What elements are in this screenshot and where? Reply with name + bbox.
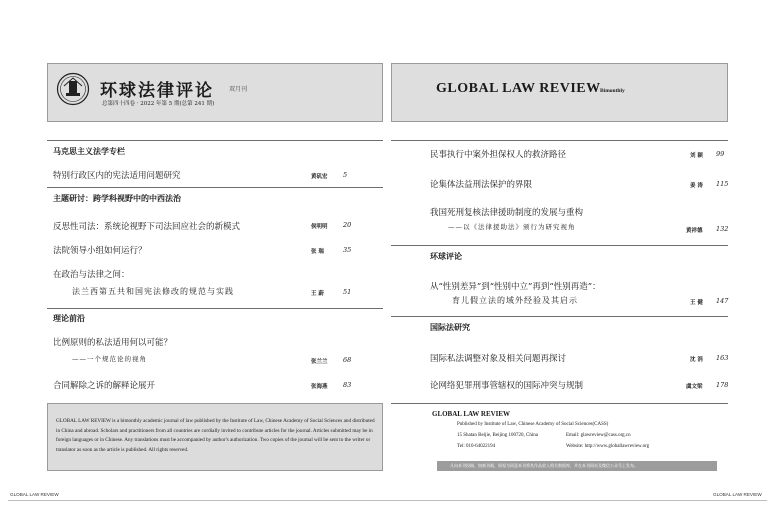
toc-page: 35: [343, 246, 352, 254]
left-rule: [47, 187, 383, 188]
address: 15 Shatan Beijie, Beijing 100720, China: [457, 433, 538, 438]
toc-page: 115: [716, 180, 729, 188]
notice-text: 凡向本刊投稿，如被刊载，即视为同意本刊将其作品收入相关数据库，并在本刊网站及微信公众号上发布。: [450, 463, 638, 468]
toc-page: 132: [716, 225, 729, 233]
toc-title[interactable]: 在政治与法律之间：: [53, 270, 130, 280]
email[interactable]: Email: glawreview@cass.org.cn: [566, 433, 631, 438]
toc-title[interactable]: 反思性司法：系统论视野下司法回应社会的新模式: [53, 222, 241, 232]
toc-page: 83: [343, 381, 352, 389]
right-running-footer: GLOBAL LAW REVIEW: [713, 492, 762, 497]
toc-title[interactable]: 我国死刑复核法律援助制度的发展与重构: [430, 208, 584, 218]
right-rule-bottom: [391, 403, 728, 404]
section-heading: 国际法研究: [430, 323, 470, 332]
section-heading: 理论前沿: [53, 314, 85, 323]
toc-author: 王 健: [690, 300, 703, 306]
published-by: Published by Institute of Law, Chinese Academy of Social Sciences(CASS): [457, 422, 609, 427]
toc-author: 张兰兰: [311, 359, 328, 365]
telephone: Tel: 010-64022194: [457, 444, 496, 449]
toc-author: 侯明明: [311, 224, 328, 230]
toc-author: 张海燕: [311, 384, 328, 390]
right-rule-top: [391, 140, 728, 141]
toc-title[interactable]: 特别行政区内的宪法适用问题研究: [53, 171, 181, 181]
left-rule: [47, 308, 383, 309]
toc-page: 99: [716, 150, 725, 158]
publisher-title: GLOBAL LAW REVIEW: [432, 410, 511, 418]
website-link[interactable]: Website: http://www.globallawreview.org: [566, 444, 650, 449]
left-header-panel: [47, 63, 383, 122]
toc-page: 51: [343, 288, 352, 296]
right-rule: [391, 245, 728, 246]
toc-author: 黄祥德: [686, 228, 703, 234]
toc-subtitle: 法兰西第五共和国宪法修改的规范与实践: [72, 287, 234, 296]
section-heading: 主题研讨：跨学科视野中的中西法治: [53, 194, 181, 203]
left-running-footer: GLOBAL LAW REVIEW: [10, 492, 59, 497]
toc-page: 68: [343, 356, 352, 364]
frequency-en: Bimonthly: [600, 88, 625, 94]
toc-subtitle: 育儿假立法的域外经验及其启示: [452, 296, 578, 305]
toc-title[interactable]: 从“性别差异”到“性别中立”再到“性别再造”：: [430, 282, 601, 292]
issue-info: 总第四十四卷 · 2022 年第 5 期(总第 241 期): [102, 101, 215, 107]
toc-title[interactable]: 论网络犯罪刑事管辖权的国际冲突与规制: [430, 381, 584, 391]
toc-title[interactable]: 民事执行中案外担保权人的救济路径: [430, 150, 567, 160]
right-rule: [391, 316, 728, 317]
frequency-cn: 双月刊: [229, 86, 248, 93]
toc-page: 178: [716, 381, 729, 389]
toc-title[interactable]: 合同解除之诉的解释论展开: [53, 381, 156, 391]
toc-page: 20: [343, 221, 352, 229]
journal-title-cn: 环球法律评论: [100, 81, 214, 101]
institute-emblem-icon: [56, 72, 90, 106]
toc-page: 163: [716, 354, 729, 362]
left-rule-top: [47, 140, 383, 141]
toc-author: 黄矶宏: [311, 174, 328, 180]
toc-author: 王 蔚: [311, 291, 324, 297]
page-bottom-rule: [8, 500, 767, 501]
toc-author: 沈 涓: [690, 357, 703, 363]
toc-subtitle: ——一个规范论的视角: [72, 355, 147, 363]
toc-page: 5: [343, 171, 348, 179]
toc-page: 147: [716, 297, 729, 305]
toc-author: 虞文梁: [686, 384, 703, 390]
toc-author: 姜 涛: [690, 183, 703, 189]
toc-title[interactable]: 比例原则的私法适用何以可能？: [53, 338, 173, 348]
footer-text: GLOBAL LAW REVIEW is a bimonthly academic journal of law published by the Institute of Law, Chinese Academy of Social Sciences and distributed in China and abroad. Scholars and practitioners from all countries are cordially invited to contribute articles for the journal. Articles submitted may be in foreign languages or in Chinese. Any translations must be accompanied by author's authorization. Two copies of the journal will be sent to the writer or translator as soon as the article is published. All rights reserved.: [56, 418, 375, 453]
toc-title[interactable]: 法院领导小组如何运行？: [53, 246, 147, 256]
section-heading: 马克思主义法学专栏: [53, 147, 125, 156]
toc-author: 张 瑞: [311, 249, 324, 255]
section-heading: 环球评论: [430, 252, 462, 261]
toc-title[interactable]: 论集体法益刑法保护的界限: [430, 180, 533, 190]
toc-title[interactable]: 国际私法调整对象及相关问题再探讨: [430, 354, 567, 364]
journal-title-en: GLOBAL LAW REVIEW: [436, 81, 601, 96]
toc-author: 刘 颖: [690, 153, 703, 159]
toc-subtitle: ——以《法律援助法》颁行为研究视角: [448, 223, 576, 231]
